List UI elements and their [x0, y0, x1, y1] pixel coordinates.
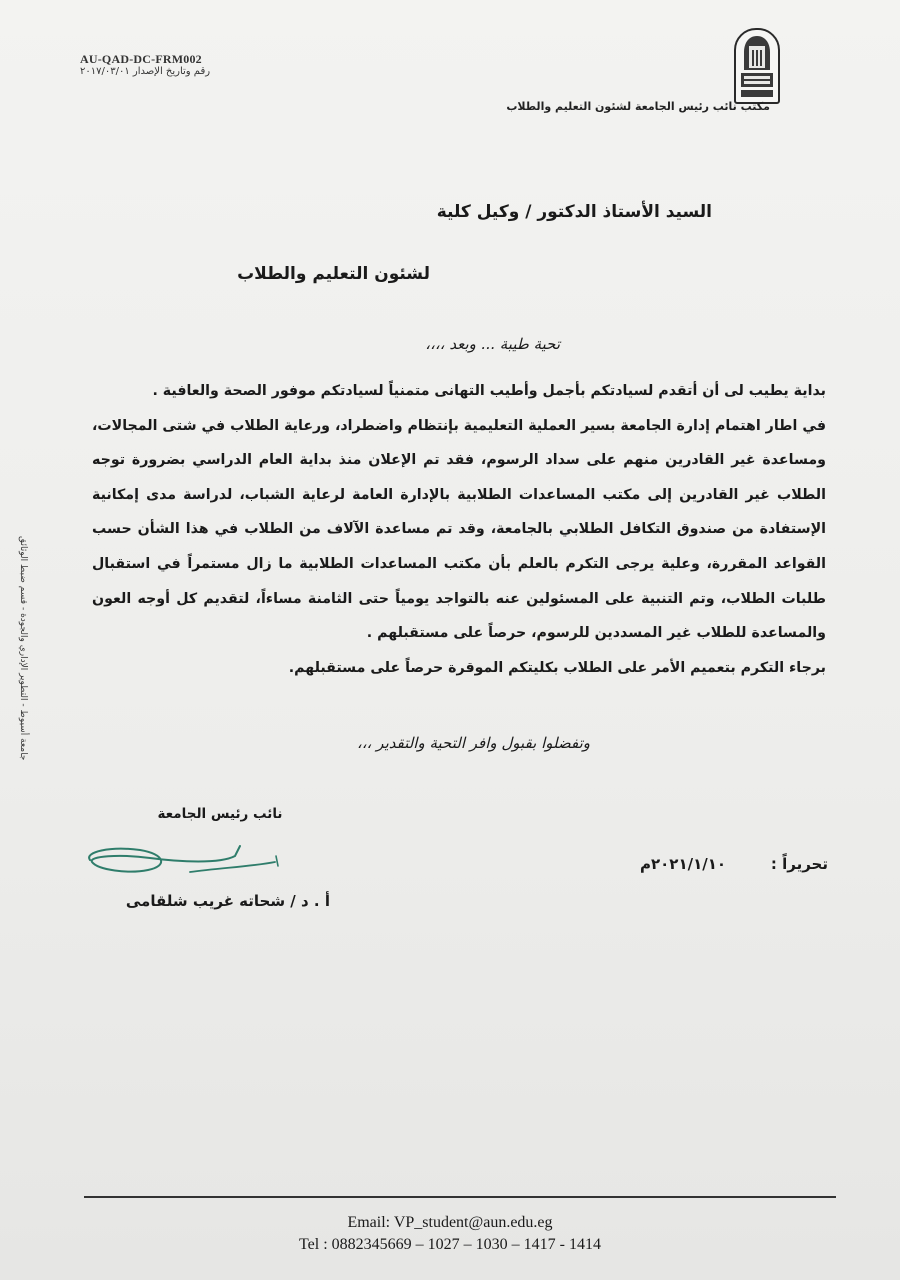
signatory-name: أ . د / شحاته غريب شلقامى — [125, 892, 330, 910]
document-code: AU-QAD-DC-FRM002 — [80, 52, 202, 66]
closing-phrase: وتفضلوا بقبول وافر التحية والتقدير ،،، — [357, 734, 590, 752]
paragraph-main: في اطار اهتمام إدارة الجامعة بسير العملية التعليمية بإنتظام واضطراد، ورعاية الطلاب في شتى المجالات، ومساعدة غير القادرين منهم على سداد الرسوم، فقد تم الإعلان منذ بداية العام الدراسي بضرورة توجه الطلاب غير القادرين إلى مكتب المساعدات الطلابية بالإدارة العامة لرعاية الشباب، لدراسة مدى إمكانية الإستفادة من صندوق التكافل الطلابي بالجامعة، وقد تم مساعدة الآلاف من الطلاب في هذا الشأن حسب القواعد المقررة، وعلية يرجى التكرم بالعلم بأن مكتب المساعدات الطلابية ما زال مستمراً في استقبال طلبات الطلاب، وتم التنبية على المسئولين عنه بالتواجد يومياً حتى الثامنة مساءاً، لتقديم كل أوجه العون والمساعدة للطلاب غير المسددين للرسوم، حرصاً على مستقبلهم . — [92, 417, 826, 642]
logo-emblem-icon — [736, 30, 778, 102]
paragraph-request: برجاء التكرم بتعميم الأمر على الطلاب بكليتكم الموقرة حرصاً على مستقبلهم. — [288, 659, 826, 676]
signatory-title: نائب رئيس الجامعة — [157, 806, 283, 822]
footer-email: Email: VP_student@aun.edu.eg — [347, 1214, 553, 1231]
footer-divider — [84, 1196, 836, 1198]
issue-date: رقم وتاريخ الإصدار ٢٠١٧/٠٣/٠١ — [80, 66, 211, 77]
side-document-stamp: جامعة أسيوط - التطوير الإداري والجودة - قسم ضبط الوثائق — [18, 535, 28, 760]
greeting: تحية طيبة ... وبعد ،،،، — [425, 335, 560, 353]
addressee-line-1: السيد الأستاذ الدكتور / وكيل كلية — [436, 202, 712, 222]
office-header: مكتب نائب رئيس الجامعة لشئون التعليم والطلاب — [506, 100, 770, 113]
footer-phone: Tel : 0882345669 – 1027 – 1030 – 1417 - 1414 — [299, 1236, 601, 1253]
handwritten-signature — [70, 832, 300, 892]
paragraph-intro: بداية يطيب لى أن أتقدم لسيادتكم بأجمل وأطيب التهانى متمنياً لسيادتكم موفور الصحة والعافية . — [152, 383, 826, 399]
addressee-line-2: لشئون التعليم والطلاب — [237, 264, 430, 284]
date-label: تحريراً : — [770, 855, 828, 873]
date-value: ٢٠٢١/١/١٠م — [640, 855, 727, 873]
university-logo — [734, 28, 780, 104]
letter-body — [92, 374, 826, 685]
